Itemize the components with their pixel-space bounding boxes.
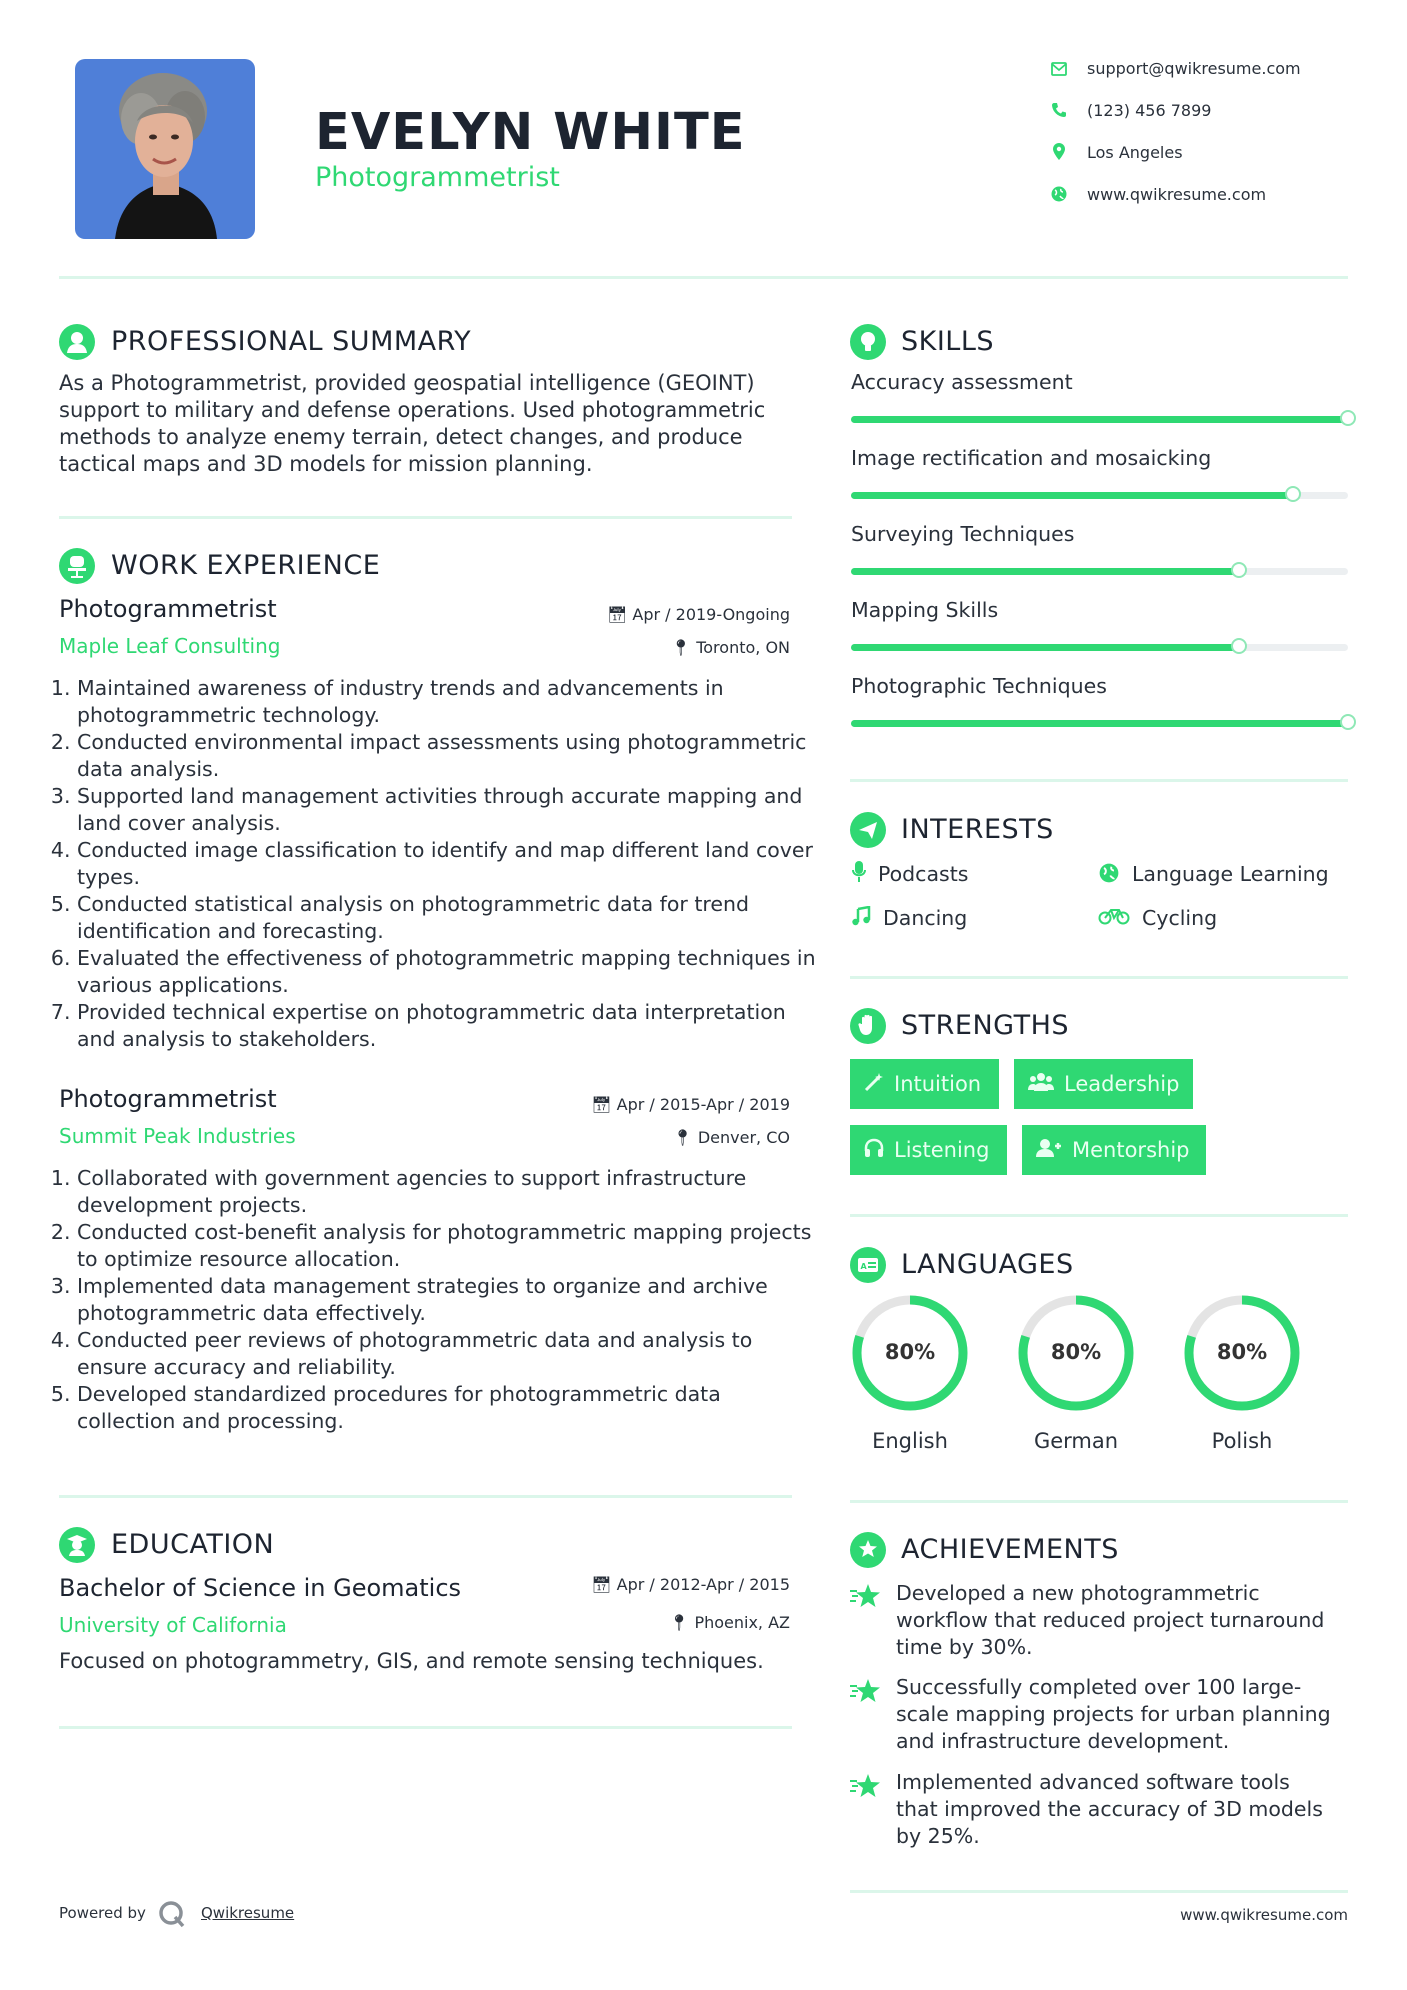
achievements-heading: ACHIEVEMENTS xyxy=(901,1534,1119,1565)
qwikresume-logo-icon xyxy=(157,1899,187,1933)
skill-bar-knob xyxy=(1285,486,1301,502)
contact-website[interactable]: www.qwikresume.com xyxy=(1087,185,1267,204)
achievement-line: Successfully completed over 100 large- xyxy=(896,1675,1302,1699)
strength-label: Mentorship xyxy=(1072,1138,1190,1162)
job-responsibilities xyxy=(59,675,817,1053)
globe-icon xyxy=(1051,186,1067,206)
profile-photo xyxy=(75,59,255,239)
pushpin-icon: 📍︎ xyxy=(669,1613,695,1632)
languages-divider xyxy=(850,1500,1348,1503)
interest-podcasts: Podcasts xyxy=(878,862,969,886)
contact-location: Los Angeles xyxy=(1087,143,1183,162)
job-location xyxy=(590,638,790,657)
interests-heading: INTERESTS xyxy=(901,814,1054,845)
education-heading: EDUCATION xyxy=(111,1529,275,1560)
language-name: English xyxy=(872,1429,948,1453)
interest-cycling: Cycling xyxy=(1142,906,1218,930)
star-icon xyxy=(850,1583,882,1613)
calendar-icon: 📅︎ xyxy=(591,1575,617,1594)
education-description: Focused on photogrammetry, GIS, and remote sensing techniques. xyxy=(59,1649,764,1673)
skill-bar xyxy=(851,720,1348,727)
magic-wand-icon xyxy=(864,1060,884,1110)
graduate-icon xyxy=(59,1527,95,1563)
candidate-title: Photogrammetrist xyxy=(315,162,560,193)
interest-language-learning: Language Learning xyxy=(1132,862,1329,886)
strength-label: Intuition xyxy=(894,1072,982,1096)
summary-divider xyxy=(59,516,792,519)
globe-icon xyxy=(1099,863,1119,887)
trophy-icon xyxy=(850,1532,886,1568)
skill-label: Image rectification and mosaicking xyxy=(851,446,1212,470)
pushpin-icon: 📍︎ xyxy=(672,1128,698,1147)
qwikresume-link[interactable]: Qwikresume xyxy=(201,1904,295,1922)
location-pin-icon xyxy=(1053,143,1065,164)
star-icon xyxy=(850,1773,882,1803)
list-item: 4. Conducted peer reviews of photogrammetric data and analysis to ensure accuracy and reliability. xyxy=(77,1327,817,1381)
skill-bar-knob xyxy=(1340,714,1356,730)
header-divider xyxy=(59,276,1348,279)
skill-bar-knob xyxy=(1231,562,1247,578)
skill-bar xyxy=(851,644,1348,651)
contact-email[interactable]: support@qwikresume.com xyxy=(1087,59,1301,78)
list-item: 2. Conducted cost-benefit analysis for photogrammetric mapping projects to optimize resource allocation. xyxy=(77,1219,817,1273)
strength-chip-listening xyxy=(850,1125,1007,1175)
achievement-line: and infrastructure development. xyxy=(896,1729,1230,1753)
achievement-line: scale mapping projects for urban planning xyxy=(896,1702,1331,1726)
skill-bar-fill xyxy=(851,568,1239,575)
job-date xyxy=(590,605,790,624)
education-date-text: Apr / 2012-Apr / 2015 xyxy=(616,1575,790,1594)
language-name: Polish xyxy=(1211,1429,1273,1453)
skill-bar-fill xyxy=(851,416,1348,423)
list-item: 5. Conducted statistical analysis on photogrammetric data for trend identification and forecasting. xyxy=(77,891,817,945)
skills-heading: SKILLS xyxy=(901,326,995,357)
degree: Bachelor of Science in Geomatics xyxy=(59,1574,462,1602)
svg-text:A: A xyxy=(860,1262,867,1271)
job-location xyxy=(590,1128,790,1147)
achievement-line: by 25%. xyxy=(896,1824,980,1848)
achievement-item xyxy=(896,1674,1356,1755)
skill-label: Accuracy assessment xyxy=(851,370,1073,394)
interest-dancing: Dancing xyxy=(883,906,968,930)
education-date xyxy=(560,1575,790,1594)
achievement-line: workflow that reduced project turnaround xyxy=(896,1608,1325,1632)
school-name: University of California xyxy=(59,1613,287,1637)
job-location-text: Denver, CO xyxy=(697,1128,790,1147)
skill-bar-knob xyxy=(1231,638,1247,654)
skill-bar xyxy=(851,492,1348,499)
candidate-name: EVELYN WHITE xyxy=(315,103,746,162)
strengths-divider xyxy=(850,1214,1348,1217)
language-card-icon xyxy=(850,1247,886,1283)
list-item: 1. Maintained awareness of industry trends and advancements in photogrammetric technology. xyxy=(77,675,817,729)
job-date-text: Apr / 2019-Ongoing xyxy=(632,605,790,624)
email-icon xyxy=(1051,61,1067,80)
skills-divider xyxy=(850,779,1348,782)
language-percent: 80% xyxy=(884,1340,936,1364)
summary-line: tactical maps and 3D models for mission planning. xyxy=(59,452,593,476)
language-percent: 80% xyxy=(1050,1340,1102,1364)
strength-label: Listening xyxy=(894,1138,990,1162)
star-icon xyxy=(850,1678,882,1708)
contact-phone: (123) 456 7899 xyxy=(1087,101,1212,120)
education-location-text: Phoenix, AZ xyxy=(694,1613,790,1632)
work-heading: WORK EXPERIENCE xyxy=(111,550,381,581)
headphones-icon xyxy=(864,1126,884,1176)
bicycle-icon xyxy=(1098,907,1130,929)
achievement-line: Implemented advanced software tools xyxy=(896,1770,1290,1794)
language-percent: 80% xyxy=(1216,1340,1268,1364)
strength-label: Leadership xyxy=(1064,1072,1180,1096)
list-item: 7. Provided technical expertise on photogrammetric data interpretation and analysis to stakeholders. xyxy=(77,999,817,1053)
briefcase-chair-icon xyxy=(59,548,95,584)
pushpin-icon: 📍︎ xyxy=(670,638,697,657)
skill-bar-knob xyxy=(1340,410,1356,426)
skill-bar xyxy=(851,568,1348,575)
skill-bar-fill xyxy=(851,492,1293,499)
user-plus-icon xyxy=(1036,1126,1062,1176)
achievements-divider xyxy=(850,1890,1348,1893)
skill-label: Surveying Techniques xyxy=(851,522,1075,546)
job-location-text: Toronto, ON xyxy=(696,638,790,657)
achievement-line: that improved the accuracy of 3D models xyxy=(896,1797,1323,1821)
microphone-icon xyxy=(852,861,866,887)
calendar-icon: 📅︎ xyxy=(591,1095,617,1114)
avatar-portrait xyxy=(75,59,255,239)
strength-chip-leadership xyxy=(1014,1059,1193,1109)
paper-plane-icon xyxy=(850,812,886,848)
language-name: German xyxy=(1033,1429,1119,1453)
strengths-heading: STRENGTHS xyxy=(901,1010,1070,1041)
calendar-icon: 📅︎ xyxy=(606,605,633,624)
list-item: 4. Conducted image classification to identify and map different land cover types. xyxy=(77,837,817,891)
skill-bar-fill xyxy=(851,644,1239,651)
education-divider xyxy=(59,1726,792,1729)
company-name: Summit Peak Industries xyxy=(59,1124,296,1148)
job-title: Photogrammetrist xyxy=(59,1085,277,1113)
job-title: Photogrammetrist xyxy=(59,595,277,623)
skill-bar xyxy=(851,416,1348,423)
skill-label: Mapping Skills xyxy=(851,598,999,622)
strength-chip-intuition xyxy=(850,1059,999,1109)
user-icon xyxy=(59,324,95,360)
job-responsibilities xyxy=(59,1165,817,1435)
summary-line: support to military and defense operations. Used photogrammetric xyxy=(59,398,766,422)
users-icon xyxy=(1028,1060,1054,1110)
summary-line: As a Photogrammetrist, provided geospatial intelligence (GEOINT) xyxy=(59,371,755,395)
summary-line: methods to analyze enemy terrain, detect changes, and produce xyxy=(59,425,743,449)
lightbulb-icon xyxy=(850,324,886,360)
list-item: 3. Implemented data management strategies to organize and archive photogrammetric data effectively. xyxy=(77,1273,817,1327)
education-location xyxy=(590,1613,790,1632)
summary-heading: PROFESSIONAL SUMMARY xyxy=(111,326,472,357)
powered-by-text: Powered by xyxy=(59,1904,146,1922)
skill-bar-fill xyxy=(851,720,1348,727)
company-name: Maple Leaf Consulting xyxy=(59,634,281,658)
footer-website-link[interactable]: www.qwikresume.com xyxy=(1180,1906,1348,1924)
list-item: 5. Developed standardized procedures for photogrammetric data collection and processing. xyxy=(77,1381,817,1435)
achievement-line: time by 30%. xyxy=(896,1635,1033,1659)
job-date-text: Apr / 2015-Apr / 2019 xyxy=(616,1095,790,1114)
strength-chip-mentorship xyxy=(1022,1125,1206,1175)
achievement-item xyxy=(896,1769,1356,1850)
work-divider xyxy=(59,1495,792,1498)
list-item: 6. Evaluated the effectiveness of photogrammetric mapping techniques in various applications. xyxy=(77,945,817,999)
list-item: 1. Collaborated with government agencies to support infrastructure development projects. xyxy=(77,1165,817,1219)
languages-heading: LANGUAGES xyxy=(901,1249,1074,1280)
list-item: 2. Conducted environmental impact assessments using photogrammetric data analysis. xyxy=(77,729,817,783)
achievement-item xyxy=(896,1580,1356,1661)
summary-text xyxy=(59,370,799,478)
raised-hand-icon xyxy=(850,1008,886,1044)
interests-divider xyxy=(850,976,1348,979)
music-note-icon xyxy=(851,906,871,930)
phone-icon xyxy=(1051,102,1067,122)
achievement-line: Developed a new photogrammetric xyxy=(896,1581,1260,1605)
job-date xyxy=(560,1095,790,1114)
skill-label: Photographic Techniques xyxy=(851,674,1107,698)
list-item: 3. Supported land management activities through accurate mapping and land cover analysis. xyxy=(77,783,817,837)
